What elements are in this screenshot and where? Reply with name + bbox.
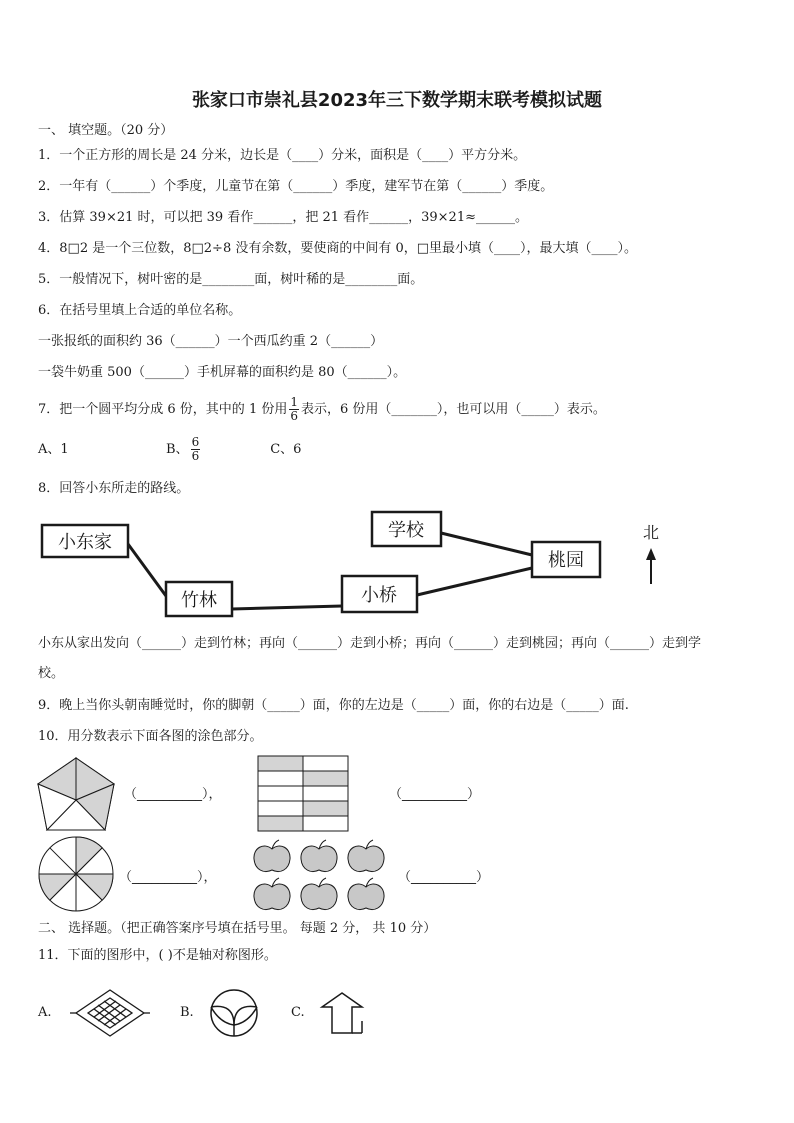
figure-blank-1: （__________）， (124, 787, 222, 802)
question-8-answer-2: 校。 (38, 666, 65, 681)
question-6: 6．在括号里填上合适的单位名称。 (38, 303, 242, 318)
question-7 (38, 396, 606, 423)
node-label-school: 学校 (388, 520, 424, 541)
knot-pattern-figure (70, 990, 150, 1036)
question-9: 9．晚上当你头朝南睡觉时，你的脚朝（_____）面，你的左边是（_____）面，你的右边是（_____）面. (38, 698, 629, 713)
question-5: 5．一般情况下，树叶密的是________面，树叶稀的是________面。 (38, 272, 424, 287)
figure-blank-4: （__________） (398, 870, 490, 885)
apple-icon (348, 840, 384, 872)
question-7-prefix: 7．把一个圆平均分成 6 份，其中的 1 份用 (38, 402, 288, 417)
question-6-line-2: 一袋牛奶重 500（______）手机屏幕的面积约是 80（______）。 (38, 365, 407, 380)
fraction-numerator: 6 (191, 435, 200, 449)
node-label-bridge: 小桥 (361, 585, 397, 606)
path-home-bamboo (128, 544, 166, 596)
option-a: A、1 (38, 442, 69, 457)
option-b-label: B、 (166, 442, 189, 457)
circle-figure (39, 837, 113, 911)
section-heading-choice: 二、 选择题。（把正确答案序号填在括号里。 每题 2 分， 共 10 分） (38, 921, 437, 936)
question-3: 3．估算 39×21 时，可以把 39 看作______，把 21 看作______，39×21≈______。 (38, 210, 528, 225)
apple-icon (348, 878, 384, 910)
question-1: 1．一个正方形的周长是 24 分米，边长是（____）分米，面积是（____）平方分米。 (38, 148, 527, 163)
pentagon-figure (38, 758, 114, 830)
question-8-answer-1: 小东从家出发向（______）走到竹林；再向（______）走到小桥；再向（______）走到桃园；再向（______）走到学 (38, 636, 702, 651)
fraction-numerator: 1 (290, 395, 298, 409)
q11-option-a-label: A. (38, 1005, 52, 1020)
node-label-home: 小东家 (58, 532, 112, 553)
apple-icon (254, 840, 290, 872)
fraction-denominator: 6 (290, 409, 298, 423)
node-label-bamboo: 竹林 (181, 590, 217, 611)
fraction-figures (0, 750, 794, 920)
trefoil-circle-figure (211, 990, 257, 1036)
route-map-diagram (0, 500, 794, 625)
fraction-denominator: 6 (191, 449, 200, 463)
question-6-line-1: 一张报纸的面积约 36（______）一个西瓜约重 2（______） (38, 334, 384, 349)
question-2: 2．一年有（______）个季度，儿童节在第（______）季度，建军节在第（______）季度。 (38, 179, 554, 194)
q11-figures (0, 985, 794, 1045)
apple-icon (254, 878, 290, 910)
q11-option-b-label: B. (180, 1005, 194, 1020)
path-school-peach (441, 533, 532, 555)
option-b-fraction (191, 436, 201, 463)
question-11: 11．下面的图形中，( )不是轴对称图形。 (38, 948, 277, 963)
figure-blank-2: （__________） (389, 787, 481, 802)
apple-icon (301, 840, 337, 872)
grid-figure (258, 756, 348, 831)
question-8: 8．回答小东所走的路线。 (38, 481, 190, 496)
node-label-peach: 桃园 (548, 550, 584, 571)
north-arrow-head-icon (646, 548, 656, 560)
apple-figure (254, 840, 384, 910)
section-heading-fill-blank: 一、 填空题。（20 分） (38, 123, 174, 138)
path-bridge-peach (417, 568, 532, 595)
question-10: 10．用分数表示下面各图的涂色部分。 (38, 729, 263, 744)
question-4: 4．8□2 是一个三位数，8□2÷8 没有余数，要使商的中间有 0，□里最小填（____），最大填（____）。 (38, 241, 638, 256)
option-c: C、6 (270, 442, 302, 457)
apple-icon (301, 878, 337, 910)
question-7-suffix: 表示，6 份用（_______），也可以用（_____）表示。 (300, 402, 606, 417)
figure-blank-3: （__________）， (119, 870, 217, 885)
north-label: 北 (642, 523, 660, 542)
page-title: 张家口市崇礼县2023年三下数学期末联考模拟试题 (191, 90, 603, 111)
q11-option-c-label: C. (291, 1005, 305, 1020)
question-7-options (38, 436, 301, 463)
arrow-shape-figure (322, 993, 362, 1033)
fraction-one-sixth (289, 396, 299, 423)
path-bamboo-bridge (232, 606, 342, 609)
